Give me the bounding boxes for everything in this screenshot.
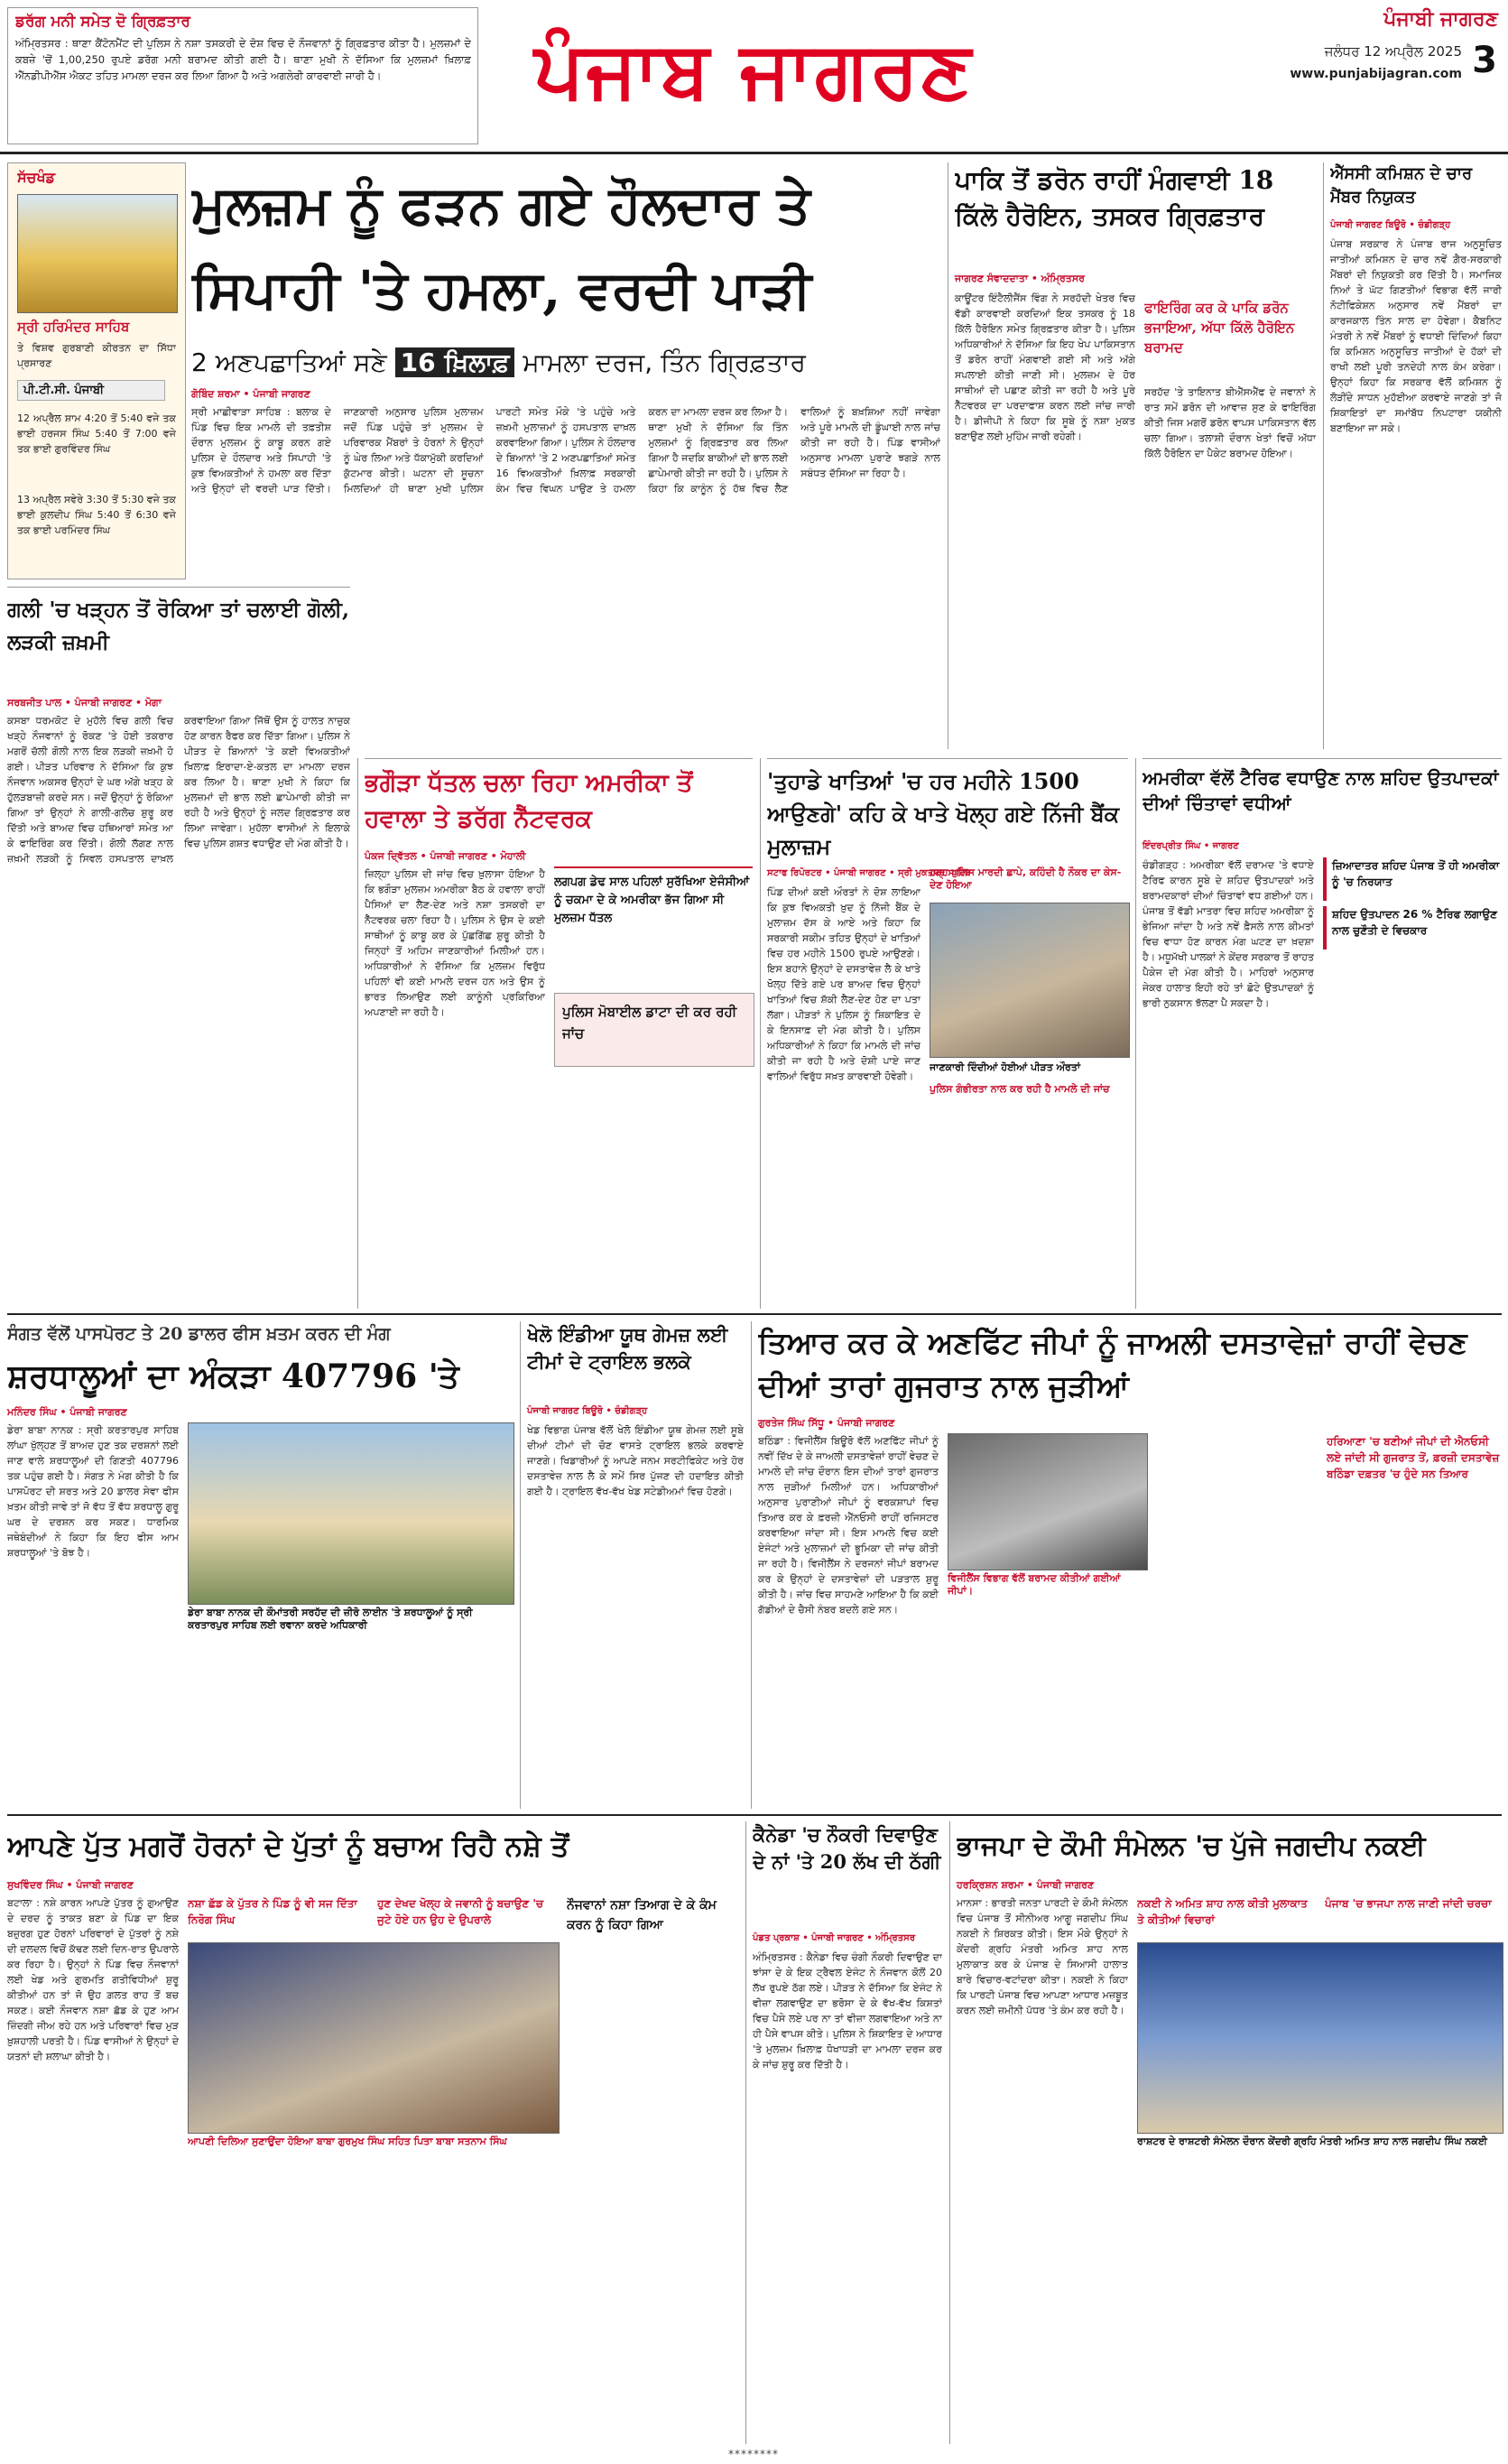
tariff-byline: ਇੰਦਰਪ੍ਰੀਤ ਸਿੰਘ • ਜਾਗਰਣ [1143,841,1239,851]
son-photo-caption: ਆਪਣੀ ਦਿਲਿਆ ਸੁਣਾਉਂਦਾ ਹੋਇਆ ਬਾਬਾ ਗੁਰਮੁਖ ਸਿੰਘ ਸਹਿਤ ਪਿਤਾ ਬਾਬਾ ਸਤਨਾਮ ਸਿੰਘ [188,2135,507,2147]
lead-subhead-post: ਮਾਮਲਾ ਦਰਜ, ਤਿੰਨ ਗ੍ਰਿਫ਼ਤਾਰ [523,347,806,377]
bank-headline[interactable]: 'ਤੁਹਾਡੇ ਖਾਤਿਆਂ 'ਚ ਹਰ ਮਹੀਨੇ 1500 ਆਉਣਗੇ' ਕਹਿ ਕੇ ਖਾਤੇ ਖੋਲ੍ਹ ਗਏ ਨਿੱਜੀ ਬੈਂਕ ਮੁਲਾਜ਼ਮ [767,768,1120,859]
page-number: 3 [1472,40,1497,81]
jeeps-byline: ਗੁਰਤੇਜ ਸਿੰਘ ਸਿੱਧੂ • ਪੰਜਾਬੀ ਜਾਗਰਣ [758,1417,895,1429]
footer-stars: ******** [728,2448,779,2460]
bank-byline: ਸਟਾਫ ਰਿਪੋਰਟਰ • ਪੰਜਾਬੀ ਜਾਗਰਣ • ਸ੍ਰੀ ਮੁਕਤਸਰ ਸਾਹਿਬ [767,868,971,878]
tariff-body: ਚੰਡੀਗੜ੍ਹ : ਅਮਰੀਕਾ ਵੱਲੋਂ ਦਰਾਮਦ 'ਤੇ ਵਧਾਏ ਟੈਰਿਫ ਕਾਰਨ ਸੂਬੇ ਦੇ ਸ਼ਹਿਦ ਉਤਪਾਦਕਾਂ ਅਤੇ ਬਰਾਮਦਕਾਰਾਂ ਦੀਆਂ ਚਿੰਤਾਵਾਂ ਵਧ ਗਈਆਂ ਹਨ। ਪੰਜਾਬ ਤੋਂ ਵੱਡੀ ਮਾਤਰਾ ਵਿਚ ਸ਼ਹਿਦ ਅਮਰੀਕਾ ਨੂੰ ਭੇਜਿਆ ਜਾਂਦਾ ਹੈ ਅਤੇ ਨਵੇਂ ਫ਼ੈਸਲੇ ਨਾਲ ਕੀਮਤਾਂ ਵਿਚ ਵਾਧਾ ਹੋਣ ਕਾਰਨ ਮੰਗ ਘਟਣ ਦਾ ਖ਼ਦਸ਼ਾ ਹੈ। ਮਧੂਮੱਖੀ ਪਾਲਕਾਂ ਨੇ ਕੇਂਦਰ ਸਰਕਾਰ ਤੋਂ ਰਾਹਤ ਪੈਕੇਜ ਦੀ ਮੰਗ ਕੀਤੀ ਹੈ। ਮਾਹਿਰਾਂ ਅਨੁਸਾਰ ਜੇਕਰ ਹਾਲਾਤ ਇਹੀ ਰਹੇ ਤਾਂ ਛੋਟੇ ਉਤਪਾਦਕਾਂ ਨੂੰ ਭਾਰੀ ਨੁਕਸਾਨ ਝੱਲਣਾ ਪੈ ਸਕਦਾ ਹੈ। [1143,859,1314,1009]
lead-body: ਸ੍ਰੀ ਮਾਛੀਵਾੜਾ ਸਾਹਿਬ : ਬਲਾਕ ਦੇ ਪਿੰਡ ਵਿਚ ਇਕ ਮਾਮਲੇ ਦੀ ਤਫ਼ਤੀਸ਼ ਦੌਰਾਨ ਮੁਲਜ਼ਮ ਨੂੰ ਕਾਬੂ ਕਰਨ ਗਏ ਪੁਲਿਸ ਦੇ ਹੌਲਦਾਰ ਅਤੇ ਸਿਪਾਹੀ 'ਤੇ ਕੁਝ ਵਿਅਕਤੀਆਂ ਨੇ ਹਮਲਾ ਕਰ ਦਿੱਤਾ ਅਤੇ ਉਨ੍ਹਾਂ ਦੀ ਵਰਦੀ ਪਾੜ ਦਿੱਤੀ। ਜਾਣਕਾਰੀ ਅਨੁਸਾਰ ਪੁਲਿਸ ਮੁਲਾਜ਼ਮ ਜਦੋਂ ਪਿੰਡ ਪਹੁੰਚੇ ਤਾਂ ਮੁਲਜ਼ਮ ਦੇ ਪਰਿਵਾਰਕ ਮੈਂਬਰਾਂ ਤੇ ਹੋਰਨਾਂ ਨੇ ਉਨ੍ਹਾਂ ਨੂੰ ਘੇਰ ਲਿਆ ਅਤੇ ਧੱਕਾਮੁੱਕੀ ਕਰਦਿਆਂ ਕੁੱਟਮਾਰ ਕੀਤੀ। ਘਟਨਾ ਦੀ ਸੂਚਨਾ ਮਿਲਦਿਆਂ ਹੀ ਥਾਣਾ ਮੁਖੀ ਪੁਲਿਸ ਪਾਰਟੀ ਸਮੇਤ ਮੌਕੇ 'ਤੇ ਪਹੁੰਚੇ ਅਤੇ ਜ਼ਖ਼ਮੀ ਮੁਲਾਜ਼ਮਾਂ ਨੂੰ ਹਸਪਤਾਲ ਦਾਖ਼ਲ ਕਰਵਾਇਆ ਗਿਆ। ਪੁਲਿਸ ਨੇ ਹੌਲਦਾਰ ਦੇ ਬਿਆਨਾਂ 'ਤੇ 2 ਅਣਪਛਾਤਿਆਂ ਸਮੇਤ 16 ਵਿਅਕਤੀਆਂ ਖ਼ਿਲਾਫ਼ ਸਰਕਾਰੀ ਕੰਮ ਵਿਚ ਵਿਘਨ ਪਾਉਣ ਤੇ ਹਮਲਾ ਕਰਨ ਦਾ ਮਾਮਲਾ ਦਰਜ ਕਰ ਲਿਆ ਹੈ। ਥਾਣਾ ਮੁਖੀ ਨੇ ਦੱਸਿਆ ਕਿ ਤਿੰਨ ਮੁਲਜ਼ਮਾਂ ਨੂੰ ਗ੍ਰਿਫ਼ਤਾਰ ਕਰ ਲਿਆ ਗਿਆ ਹੈ ਜਦਕਿ ਬਾਕੀਆਂ ਦੀ ਭਾਲ ਲਈ ਛਾਪੇਮਾਰੀ ਕੀਤੀ ਜਾ ਰਹੀ ਹੈ। ਪੁਲਿਸ ਨੇ ਕਿਹਾ ਕਿ ਕਾਨੂੰਨ ਨੂੰ ਹੱਥ ਵਿਚ ਲੈਣ ਵਾਲਿਆਂ ਨੂੰ ਬਖ਼ਸ਼ਿਆ ਨਹੀਂ ਜਾਵੇਗਾ ਅਤੇ ਪੂਰੇ ਮਾਮਲੇ ਦੀ ਡੂੰਘਾਈ ਨਾਲ ਜਾਂਚ ਕੀਤੀ ਜਾ ਰਹੀ ਹੈ। ਪਿੰਡ ਵਾਸੀਆਂ ਅਨੁਸਾਰ ਮਾਮਲਾ ਪੁਰਾਣੇ ਝਗੜੇ ਨਾਲ ਸਬੰਧਤ ਦੱਸਿਆ ਜਾ ਰਿਹਾ ਹੈ। [191,406,940,495]
bhagaura-headline[interactable]: ਭਗੌੜਾ ਧੱਤਲ ਚਲਾ ਰਿਹਾ ਅਮਰੀਕਾ ਤੋਂ ਹਵਾਲਾ ਤੇ ਡਰੱਗ ਨੈੱਟਵਰਕ [365,769,693,833]
lead-subhead [191,343,940,383]
jeeps-photo-caption: ਵਿਜੀਲੈਂਸ ਵਿਭਾਗ ਵੱਲੋਂ ਬਰਾਮਦ ਕੀਤੀਆਂ ਗਈਆਂ ਜੀਪਾਂ। [948,1572,1121,1597]
sachkhand-caption: ਸ੍ਰੀ ਹਰਿਮੰਦਰ ਸਾਹਿਬ [17,319,130,335]
son-body-col4 [567,1964,738,2437]
bjp-photo [1137,1942,1503,2134]
bjp-kicker-2: ਪੰਜਾਬ 'ਚ ਭਾਜਪਾ ਨਾਲ ਜਾਣੀ ਜਾਂਦੀ ਚਰਚਾ [1325,1897,1492,1910]
col-divider-8 [745,1821,746,2444]
tariff-headline[interactable]: ਅਮਰੀਕਾ ਵੱਲੋਂ ਟੈਰਿਫ ਵਧਾਉਣ ਨਾਲ ਸ਼ਹਿਦ ਉਤਪਾਦਕਾਂ ਦੀਆਂ ਚਿੰਤਾਵਾਂ ਵਧੀਆਂ [1143,767,1499,814]
bjp-kicker-1: ਨਕਈ ਨੇ ਅਮਿਤ ਸ਼ਾਹ ਨਾਲ ਕੀਤੀ ਮੁਲਾਕਾਤ ਤੇ ਕੀਤੀਆਂ ਵਿਚਾਰਾਂ [1137,1897,1308,1926]
website-link[interactable]: www.punjabijagran.com [1290,67,1462,81]
col-divider-5 [1135,758,1136,1309]
sachkhand-subcaption: ਤੇ ਵਿਸ਼ਵ ਗੁਰਬਾਣੀ ਕੀਰਤਨ ਦਾ ਸਿੱਧਾ ਪ੍ਰਸਾਰਣ [17,342,176,369]
lead-subhead-highlight: 16 ਖ਼ਿਲਾਫ਼ [395,347,515,377]
drone-side-body: ਸਰਹੱਦ 'ਤੇ ਤਾਇਨਾਤ ਬੀਐੱਸਐੱਫ ਦੇ ਜਵਾਨਾਂ ਨੇ ਰਾਤ ਸਮੇਂ ਡਰੋਨ ਦੀ ਆਵਾਜ਼ ਸੁਣ ਕੇ ਫਾਇਰਿੰਗ ਕੀਤੀ ਜਿਸ ਮਗਰੋਂ ਡਰੋਨ ਵਾਪਸ ਪਾਕਿਸਤਾਨ ਵੱਲ ਚਲਾ ਗਿਆ। ਤਲਾਸ਼ੀ ਦੌਰਾਨ ਖੇਤਾਂ ਵਿਚੋਂ ਅੱਧਾ ਕਿੱਲੋ ਹੈਰੋਇਨ ਦਾ ਪੈਕੇਟ ਬਰਾਮਦ ਹੋਇਆ। [1144,386,1316,459]
son-body: ਬਟਾਲਾ : ਨਸ਼ੇ ਕਾਰਨ ਆਪਣੇ ਪੁੱਤਰ ਨੂੰ ਗੁਆਉਣ ਦੇ ਦਰਦ ਨੂੰ ਤਾਕਤ ਬਣਾ ਕੇ ਪਿੰਡ ਦਾ ਇਕ ਬਜ਼ੁਰਗ ਹੁਣ ਹੋਰਨਾਂ ਪਰਿਵਾਰਾਂ ਦੇ ਪੁੱਤਰਾਂ ਨੂੰ ਨਸ਼ੇ ਦੀ ਦਲਦਲ ਵਿਚੋਂ ਕੱਢਣ ਲਈ ਦਿਨ-ਰਾਤ ਉਪਰਾਲੇ ਕਰ ਰਿਹਾ ਹੈ। ਉਨ੍ਹਾਂ ਨੇ ਪਿੰਡ ਵਿਚ ਨੌਜਵਾਨਾਂ ਲਈ ਖੇਡ ਅਤੇ ਗੁਰਮਤਿ ਗਤੀਵਿਧੀਆਂ ਸ਼ੁਰੂ ਕੀਤੀਆਂ ਹਨ ਤਾਂ ਜੋ ਉਹ ਗ਼ਲਤ ਰਾਹ ਤੋਂ ਬਚ ਸਕਣ। ਕਈ ਨੌਜਵਾਨ ਨਸ਼ਾ ਛੱਡ ਕੇ ਹੁਣ ਆਮ ਜ਼ਿੰਦਗੀ ਜੀਅ ਰਹੇ ਹਨ ਅਤੇ ਪਰਿਵਾਰਾਂ ਵਿਚ ਮੁੜ ਖ਼ੁਸ਼ਹਾਲੀ ਪਰਤੀ ਹੈ। ਪਿੰਡ ਵਾਸੀਆਂ ਨੇ ਉਨ੍ਹਾਂ ਦੇ ਯਤਨਾਂ ਦੀ ਸ਼ਲਾਘਾ ਕੀਤੀ ਹੈ। [7,1897,179,2062]
golden-temple-photo [17,194,178,313]
jeeps-photo [948,1433,1148,1570]
jeeps-body-col4 [1327,1529,1502,1803]
masthead [0,0,1508,153]
pilgrims-byline: ਮਨਿੰਦਰ ਸਿੰਘ • ਪੰਜਾਬੀ ਜਾਗਰਣ [7,1406,127,1418]
canada-byline: ਪੰਡਤ ਪ੍ਰਕਾਸ਼ • ਪੰਜਾਬੀ ਜਾਗਰਣ • ਅੰਮ੍ਰਿਤਸਰ [753,1933,916,1943]
bhagaura-box-2 [554,993,754,1067]
khelo-headline[interactable]: ਖੇਲੋ ਇੰਡੀਆ ਯੂਥ ਗੇਮਜ਼ ਲਈ ਟੀਮਾਂ ਦੇ ਟ੍ਰਾਇਲ ਭਲਕੇ [527,1323,728,1373]
drone-body: ਕਾਊਂਟਰ ਇੰਟੈਲੀਜੈਂਸ ਵਿੰਗ ਨੇ ਸਰਹੱਦੀ ਖੇਤਰ ਵਿਚ ਵੱਡੀ ਕਾਰਵਾਈ ਕਰਦਿਆਂ ਇਕ ਤਸਕਰ ਨੂੰ 18 ਕਿੱਲੋ ਹੈਰੋਇਨ ਸਮੇਤ ਗ੍ਰਿਫ਼ਤਾਰ ਕੀਤਾ ਹੈ। ਪੁਲਿਸ ਅਧਿਕਾਰੀਆਂ ਨੇ ਦੱਸਿਆ ਕਿ ਇਹ ਖੇਪ ਪਾਕਿਸਤਾਨ ਤੋਂ ਡਰੋਨ ਰਾਹੀਂ ਮੰਗਵਾਈ ਗਈ ਸੀ ਅਤੇ ਅੱਗੇ ਸਪਲਾਈ ਕੀਤੀ ਜਾਣੀ ਸੀ। ਮੁਲਜ਼ਮ ਦੇ ਹੋਰ ਸਾਥੀਆਂ ਦੀ ਪਛਾਣ ਕੀਤੀ ਜਾ ਰਹੀ ਹੈ ਅਤੇ ਪੂਰੇ ਨੈੱਟਵਰਕ ਦਾ ਪਰਦਾਫਾਸ਼ ਕਰਨ ਲਈ ਜਾਂਚ ਜਾਰੀ ਹੈ। ਡੀਜੀਪੀ ਨੇ ਕਿਹਾ ਕਿ ਸੂਬੇ ਨੂੰ ਨਸ਼ਾ ਮੁਕਤ ਬਣਾਉਣ ਲਈ ਮੁਹਿੰਮ ਜਾਰੀ ਰਹੇਗੀ। [955,292,1135,442]
son-kicker-3: ਨੌਜਵਾਨਾਂ ਨਸ਼ਾ ਤਿਆਗ ਦੇ ਕੇ ਕੰਮ ਕਰਨ ਨੂੰ ਕਿਹਾ ਗਿਆ [567,1898,717,1932]
drone-byline: ਜਾਗਰਣ ਸੰਵਾਦਦਾਤਾ • ਅੰਮ੍ਰਿਤਸਰ [955,273,1085,284]
jeeps-body: ਬਠਿੰਡਾ : ਵਿਜੀਲੈਂਸ ਬਿਊਰੋ ਵੱਲੋਂ ਅਣਫਿੱਟ ਜੀਪਾਂ ਨੂੰ ਨਵੀਂ ਦਿੱਖ ਦੇ ਕੇ ਜਾਅਲੀ ਦਸਤਾਵੇਜ਼ਾਂ ਰਾਹੀਂ ਵੇਚਣ ਦੇ ਮਾਮਲੇ ਦੀ ਜਾਂਚ ਦੌਰਾਨ ਇਸ ਦੀਆਂ ਤਾਰਾਂ ਗੁਜਰਾਤ ਨਾਲ ਜੁੜੀਆਂ ਮਿਲੀਆਂ ਹਨ। ਅਧਿਕਾਰੀਆਂ ਅਨੁਸਾਰ ਪੁਰਾਣੀਆਂ ਜੀਪਾਂ ਨੂੰ ਵਰਕਸ਼ਾਪਾਂ ਵਿਚ ਤਿਆਰ ਕਰ ਕੇ ਫ਼ਰਜ਼ੀ ਐੱਨਓਸੀ ਰਾਹੀਂ ਰਜਿਸਟਰ ਕਰਵਾਇਆ ਜਾਂਦਾ ਸੀ। ਇਸ ਮਾਮਲੇ ਵਿਚ ਕਈ ਏਜੰਟਾਂ ਅਤੇ ਮੁਲਾਜ਼ਮਾਂ ਦੀ ਭੂਮਿਕਾ ਦੀ ਜਾਂਚ ਕੀਤੀ ਜਾ ਰਹੀ ਹੈ। ਵਿਜੀਲੈਂਸ ਨੇ ਦਰਜਨਾਂ ਜੀਪਾਂ ਬਰਾਮਦ ਕਰ ਕੇ ਉਨ੍ਹਾਂ ਦੇ ਦਸਤਾਵੇਜ਼ਾਂ ਦੀ ਪੜਤਾਲ ਸ਼ੁਰੂ ਕੀਤੀ ਹੈ। ਜਾਂਚ ਵਿਚ ਸਾਹਮਣੇ ਆਇਆ ਹੈ ਕਿ ਕਈ ਗੱਡੀਆਂ ਦੇ ਚੈਸੀ ਨੰਬਰ ਬਦਲੇ ਗਏ ਸਨ। [758,1435,939,1616]
bhagaura-body-cont [554,1074,753,1300]
col-divider-9 [949,1821,950,2444]
pilgrims-photo [188,1422,514,1605]
logo: ਪੰਜਾਬ ਜਾਗਰਣ [534,24,973,116]
canada-headline[interactable]: ਕੈਨੇਡਾ 'ਚ ਨੌਕਰੀ ਦਿਵਾਉਣ ਦੇ ਨਾਂ 'ਤੇ 20 ਲੱਖ ਦੀ ਠੱਗੀ [753,1823,941,1873]
drone-side-headline[interactable]: ਫਾਇਰਿੰਗ ਕਰ ਕੇ ਪਾਕਿ ਡਰੋਨ ਭਜਾਇਆ, ਅੱਧਾ ਕਿੱਲੋ ਹੈਰੋਇਨ ਬਰਾਮਦ [1144,300,1295,356]
son-kicker-2: ਹੁਣ ਦੇਖਦ ਖੋਲ੍ਹ ਕੇ ਜਵਾਨੀ ਨੂੰ ਬਚਾਉਣ 'ਚ ਜੁਟੇ ਹੋਏ ਹਨ ਉਹ ਦੇ ਉਪਰਾਲੇ [377,1897,544,1926]
street-body: ਕਸਬਾ ਧਰਮਕੋਟ ਦੇ ਮੁਹੱਲੇ ਵਿਚ ਗਲੀ ਵਿਚ ਖੜ੍ਹੇ ਨੌਜਵਾਨਾਂ ਨੂੰ ਰੋਕਣ 'ਤੇ ਹੋਈ ਤਕਰਾਰ ਮਗਰੋਂ ਚੱਲੀ ਗੋਲੀ ਨਾਲ ਇਕ ਲੜਕੀ ਜ਼ਖ਼ਮੀ ਹੋ ਗਈ। ਪੀੜਤ ਪਰਿਵਾਰ ਨੇ ਦੱਸਿਆ ਕਿ ਕੁਝ ਨੌਜਵਾਨ ਅਕਸਰ ਉਨ੍ਹਾਂ ਦੇ ਘਰ ਅੱਗੇ ਖੜ੍ਹ ਕੇ ਹੁੱਲੜਬਾਜ਼ੀ ਕਰਦੇ ਸਨ। ਜਦੋਂ ਉਨ੍ਹਾਂ ਨੂੰ ਰੋਕਿਆ ਗਿਆ ਤਾਂ ਉਨ੍ਹਾਂ ਨੇ ਗਾਲੀ-ਗਲੋਚ ਸ਼ੁਰੂ ਕਰ ਦਿੱਤੀ ਅਤੇ ਬਾਅਦ ਵਿਚ ਹਥਿਆਰਾਂ ਸਮੇਤ ਆ ਕੇ ਫਾਇਰਿੰਗ ਕਰ ਦਿੱਤੀ। ਗੋਲੀ ਲੱਗਣ ਨਾਲ ਜ਼ਖ਼ਮੀ ਲੜਕੀ ਨੂੰ ਸਿਵਲ ਹਸਪਤਾਲ ਦਾਖ਼ਲ ਕਰਵਾਇਆ ਗਿਆ ਜਿੱਥੋਂ ਉਸ ਨੂੰ ਹਾਲਤ ਨਾਜ਼ੁਕ ਹੋਣ ਕਾਰਨ ਰੈਫਰ ਕਰ ਦਿੱਤਾ ਗਿਆ। ਪੁਲਿਸ ਨੇ ਪੀੜਤ ਦੇ ਬਿਆਨਾਂ 'ਤੇ ਕਈ ਵਿਅਕਤੀਆਂ ਖ਼ਿਲਾਫ਼ ਇਰਾਦਾ-ਏ-ਕਤਲ ਦਾ ਮਾਮਲਾ ਦਰਜ ਕਰ ਲਿਆ ਹੈ। ਥਾਣਾ ਮੁਖੀ ਨੇ ਕਿਹਾ ਕਿ ਮੁਲਜ਼ਮਾਂ ਦੀ ਭਾਲ ਲਈ ਛਾਪੇਮਾਰੀ ਕੀਤੀ ਜਾ ਰਹੀ ਹੈ ਅਤੇ ਉਨ੍ਹਾਂ ਨੂੰ ਜਲਦ ਗ੍ਰਿਫ਼ਤਾਰ ਕਰ ਲਿਆ ਜਾਵੇਗਾ। ਮੁਹੱਲਾ ਵਾਸੀਆਂ ਨੇ ਇਲਾਕੇ ਵਿਚ ਪੁਲਿਸ ਗਸ਼ਤ ਵਧਾਉਣ ਦੀ ਮੰਗ ਕੀਤੀ ਹੈ। [7,715,350,865]
pilgrims-headline-small: ਸੰਗਤ ਵੱਲੋਂ ਪਾਸਪੋਰਟ ਤੇ 20 ਡਾਲਰ ਫੀਸ ਖ਼ਤਮ ਕਰਨ ਦੀ ਮੰਗ [7,1324,391,1344]
bank-photo-caption-2: ਪੁਲਿਸ ਗੰਭੀਰਤਾ ਨਾਲ ਕਰ ਰਹੀ ਹੈ ਮਾਮਲੇ ਦੀ ਜਾਂਚ [930,1083,1110,1095]
divider-bottom [7,1814,1502,1816]
divider-tariff [1143,758,1502,759]
divider-bank [767,758,1128,759]
channel-label: ਪੀ.ਟੀ.ਸੀ. ਪੰਜਾਬੀ [17,380,165,401]
sc-byline: ਪੰਜਾਬੀ ਜਾਗਰਣ ਬਿਊਰੋ • ਚੰਡੀਗੜ੍ਹ [1330,220,1451,230]
teaser-title: ਡਰੱਗ ਮਨੀ ਸਮੇਤ ਦੋ ਗ੍ਰਿਫ਼ਤਾਰ [15,13,190,31]
bhagaura-box-1-title: ਲਗਪਗ ਡੇਢ ਸਾਲ ਪਹਿਲਾਂ ਸੁਰੱਖਿਆ ਏਜੰਸੀਆਂ ਨੂੰ ਚਕਮਾ ਦੇ ਕੇ ਅਮਰੀਕਾ ਭੱਜ ਗਿਆ ਸੀ ਮੁਲਜ਼ਮ ਧੱਤਲ [554,875,750,925]
bank-body-cont [930,1119,1128,1300]
pilgrims-photo-caption: ਡੇਰਾ ਬਾਬਾ ਨਾਨਕ ਦੀ ਕੌਮਾਂਤਰੀ ਸਰਹੱਦ ਦੀ ਜ਼ੀਰੋ ਲਾਈਨ 'ਤੇ ਸ਼ਰਧਾਲੂਆਂ ਨੂੰ ਸ੍ਰੀ ਕਰਤਾਰਪੁਰ ਸਾਹਿਬ ਲਈ ਰਵਾਨਾ ਕਰਦੇ ਅਧਿਕਾਰੀ [188,1607,473,1631]
tariff-bullet-1: ਜ਼ਿਆਦਾਤਰ ਸ਼ਹਿਦ ਪੰਜਾਬ ਤੋਂ ਹੀ ਅਮਰੀਕਾ ਨੂੰ 'ਚ ਨਿਰਯਾਤ [1323,857,1502,901]
drone-headline[interactable]: ਪਾਕਿ ਤੋਂ ਡਰੋਨ ਰਾਹੀਂ ਮੰਗਵਾਈ 18 ਕਿੱਲੋ ਹੈਰੋਇਨ, ਤਸਕਰ ਗ੍ਰਿਫ਼ਤਾਰ [955,165,1274,231]
lead-headline[interactable]: ਮੁਲਜ਼ਮ ਨੂੰ ਫੜਨ ਗਏ ਹੌਲਦਾਰ ਤੇ ਸਿਪਾਹੀ 'ਤੇ ਹਮਲਾ, ਵਰਦੀ ਪਾੜੀ [191,174,812,320]
street-headline[interactable]: ਗਲੀ 'ਚ ਖੜ੍ਹਨ ਤੋਂ ਰੋਕਿਆ ਤਾਂ ਚਲਾਈ ਗੋਲੀ, ਲੜਕੀ ਜ਼ਖ਼ਮੀ [7,597,349,654]
schedule-line-2: 13 ਅਪ੍ਰੈਲ ਸਵੇਰੇ 3:30 ਤੋਂ 5:30 ਵਜੇ ਤਕ ਭਾਈ ਕੁਲਦੀਪ ਸਿੰਘ 5:40 ਤੋਂ 6:30 ਵਜੇ ਤਕ ਭਾਈ ਪਰਮਿੰਦਰ ਸਿੰਘ [17,494,176,536]
lead-byline: ਗੋਬਿੰਦ ਸ਼ਰਮਾ • ਪੰਜਾਬੀ ਜਾਗਰਣ [191,388,310,400]
jeeps-headline[interactable]: ਤਿਆਰ ਕਰ ਕੇ ਅਣਫਿੱਟ ਜੀਪਾਂ ਨੂੰ ਜਾਅਲੀ ਦਸਤਾਵੇਜ਼ਾਂ ਰਾਹੀਂ ਵੇਚਣ ਦੀਆਂ ਤਾਰਾਂ ਗੁਜਰਾਤ ਨਾਲ ਜੁੜੀਆਂ [758,1325,1467,1403]
bjp-byline: ਹਰਕ੍ਰਿਸ਼ਨ ਸ਼ਰਮਾ • ਪੰਜਾਬੀ ਜਾਗਰਣ [957,1879,1095,1891]
tariff-body-cont [1323,957,1502,1300]
col-divider-2 [1323,162,1324,749]
bhagaura-body: ਜ਼ਿਲ੍ਹਾ ਪੁਲਿਸ ਦੀ ਜਾਂਚ ਵਿਚ ਖ਼ੁਲਾਸਾ ਹੋਇਆ ਹੈ ਕਿ ਭਗੌੜਾ ਮੁਲਜ਼ਮ ਅਮਰੀਕਾ ਬੈਠ ਕੇ ਹਵਾਲਾ ਰਾਹੀਂ ਪੈਸਿਆਂ ਦਾ ਲੈਣ-ਦੇਣ ਅਤੇ ਨਸ਼ਾ ਤਸਕਰੀ ਦਾ ਨੈੱਟਵਰਕ ਚਲਾ ਰਿਹਾ ਹੈ। ਪੁਲਿਸ ਨੇ ਉਸ ਦੇ ਕਈ ਸਾਥੀਆਂ ਨੂੰ ਕਾਬੂ ਕਰ ਕੇ ਪੁੱਛਗਿੱਛ ਸ਼ੁਰੂ ਕੀਤੀ ਹੈ ਜਿਨ੍ਹਾਂ ਤੋਂ ਅਹਿਮ ਜਾਣਕਾਰੀਆਂ ਮਿਲੀਆਂ ਹਨ। ਅਧਿਕਾਰੀਆਂ ਨੇ ਦੱਸਿਆ ਕਿ ਮੁਲਜ਼ਮ ਵਿਰੁੱਧ ਪਹਿਲਾਂ ਵੀ ਕਈ ਮਾਮਲੇ ਦਰਜ ਹਨ ਅਤੇ ਉਸ ਨੂੰ ਭਾਰਤ ਲਿਆਉਣ ਲਈ ਕਾਨੂੰਨੀ ਪ੍ਰਕਿਰਿਆ ਅਪਣਾਈ ਜਾ ਰਹੀ ਹੈ। [365,868,545,1018]
lead-subhead-pre: 2 ਅਣਪਛਾਤਿਆਂ ਸਣੇ [191,347,387,377]
sc-body: ਪੰਜਾਬ ਸਰਕਾਰ ਨੇ ਪੰਜਾਬ ਰਾਜ ਅਨੁਸੂਚਿਤ ਜਾਤੀਆਂ ਕਮਿਸ਼ਨ ਦੇ ਚਾਰ ਨਵੇਂ ਗ਼ੈਰ-ਸਰਕਾਰੀ ਮੈਂਬਰਾਂ ਦੀ ਨਿਯੁਕਤੀ ਕਰ ਦਿੱਤੀ ਹੈ। ਸਮਾਜਿਕ ਨਿਆਂ ਤੇ ਘੱਟ ਗਿਣਤੀਆਂ ਵਿਭਾਗ ਵੱਲੋਂ ਜਾਰੀ ਨੋਟੀਫਿਕੇਸ਼ਨ ਅਨੁਸਾਰ ਨਵੇਂ ਮੈਂਬਰਾਂ ਦਾ ਕਾਰਜਕਾਲ ਤਿੰਨ ਸਾਲ ਦਾ ਹੋਵੇਗਾ। ਕੈਬਨਿਟ ਮੰਤਰੀ ਨੇ ਨਵੇਂ ਮੈਂਬਰਾਂ ਨੂੰ ਵਧਾਈ ਦਿੰਦਿਆਂ ਕਿਹਾ ਕਿ ਕਮਿਸ਼ਨ ਅਨੁਸੂਚਿਤ ਜਾਤੀਆਂ ਦੇ ਹੱਕਾਂ ਦੀ ਰਾਖੀ ਲਈ ਪੂਰੀ ਤਨਦੇਹੀ ਨਾਲ ਕੰਮ ਕਰੇਗਾ। ਉਨ੍ਹਾਂ ਕਿਹਾ ਕਿ ਸਰਕਾਰ ਵੱਲੋਂ ਕਮਿਸ਼ਨ ਨੂੰ ਲੋੜੀਂਦੇ ਸਾਧਨ ਮੁਹੱਈਆ ਕਰਵਾਏ ਜਾਣਗੇ ਤਾਂ ਜੋ ਸ਼ਿਕਾਇਤਾਂ ਦਾ ਸਮਾਂਬੱਧ ਨਿਪਟਾਰਾ ਯਕੀਨੀ ਬਣਾਇਆ ਜਾ ਸਕੇ। [1330,238,1502,434]
bhagaura-byline: ਪੰਕਜ ਦ੍ਵਿੱਤਲ • ਪੰਜਾਬੀ ਜਾਗਰਣ • ਮੋਹਾਲੀ [365,850,526,862]
schedule-line-1: 12 ਅਪ੍ਰੈਲ ਸ਼ਾਮ 4:20 ਤੋਂ 5:40 ਵਜੇ ਤਕ ਭਾਈ ਹਰਜਸ ਸਿੰਘ 5:40 ਤੋਂ 7:00 ਵਜੇ ਤਕ ਭਾਈ ਗੁਰਵਿੰਦਰ ਸਿੰਘ [17,412,176,455]
son-photo [188,1942,560,2134]
bjp-headline[interactable]: ਭਾਜਪਾ ਦੇ ਕੌਮੀ ਸੰਮੇਲਨ 'ਚ ਪੁੱਜੇ ਜਗਦੀਪ ਨਕਈ [957,1830,1426,1862]
son-body-cont [188,2170,558,2437]
bank-body: ਪਿੰਡ ਦੀਆਂ ਕਈ ਔਰਤਾਂ ਨੇ ਦੋਸ਼ ਲਾਇਆ ਕਿ ਕੁਝ ਵਿਅਕਤੀ ਖ਼ੁਦ ਨੂੰ ਨਿੱਜੀ ਬੈਂਕ ਦੇ ਮੁਲਾਜ਼ਮ ਦੱਸ ਕੇ ਆਏ ਅਤੇ ਕਿਹਾ ਕਿ ਸਰਕਾਰੀ ਸਕੀਮ ਤਹਿਤ ਉਨ੍ਹਾਂ ਦੇ ਖਾਤਿਆਂ ਵਿਚ ਹਰ ਮਹੀਨੇ 1500 ਰੁਪਏ ਆਉਣਗੇ। ਇਸ ਬਹਾਨੇ ਉਨ੍ਹਾਂ ਦੇ ਦਸਤਾਵੇਜ਼ ਲੈ ਕੇ ਖਾਤੇ ਖੋਲ੍ਹ ਦਿੱਤੇ ਗਏ ਪਰ ਬਾਅਦ ਵਿਚ ਉਨ੍ਹਾਂ ਖਾਤਿਆਂ ਵਿਚ ਸ਼ੱਕੀ ਲੈਣ-ਦੇਣ ਹੋਣ ਦਾ ਪਤਾ ਲੱਗਾ। ਪੀੜਤਾਂ ਨੇ ਪੁਲਿਸ ਨੂੰ ਸ਼ਿਕਾਇਤ ਦੇ ਕੇ ਇਨਸਾਫ਼ ਦੀ ਮੰਗ ਕੀਤੀ ਹੈ। ਪੁਲਿਸ ਅਧਿਕਾਰੀਆਂ ਨੇ ਕਿਹਾ ਕਿ ਮਾਮਲੇ ਦੀ ਜਾਂਚ ਕੀਤੀ ਜਾ ਰਹੀ ਹੈ ਅਤੇ ਦੋਸ਼ੀ ਪਾਏ ਜਾਣ ਵਾਲਿਆਂ ਵਿਰੁੱਧ ਸਖ਼ਤ ਕਾਰਵਾਈ ਹੋਵੇਗੀ। [767,886,921,1082]
canada-body: ਅੰਮ੍ਰਿਤਸਰ : ਕੈਨੇਡਾ ਵਿਚ ਚੰਗੀ ਨੌਕਰੀ ਦਿਵਾਉਣ ਦਾ ਝਾਂਸਾ ਦੇ ਕੇ ਇਕ ਟ੍ਰੈਵਲ ਏਜੰਟ ਨੇ ਨੌਜਵਾਨ ਕੋਲੋਂ 20 ਲੱਖ ਰੁਪਏ ਠੱਗ ਲਏ। ਪੀੜਤ ਨੇ ਦੱਸਿਆ ਕਿ ਏਜੰਟ ਨੇ ਵੀਜ਼ਾ ਲਗਵਾਉਣ ਦਾ ਭਰੋਸਾ ਦੇ ਕੇ ਵੱਖ-ਵੱਖ ਕਿਸ਼ਤਾਂ ਵਿਚ ਪੈਸੇ ਲਏ ਪਰ ਨਾ ਤਾਂ ਵੀਜ਼ਾ ਲਗਵਾਇਆ ਅਤੇ ਨਾ ਹੀ ਪੈਸੇ ਵਾਪਸ ਕੀਤੇ। ਪੁਲਿਸ ਨੇ ਸ਼ਿਕਾਇਤ ਦੇ ਆਧਾਰ 'ਤੇ ਮੁਲਜ਼ਮ ਖ਼ਿਲਾਫ਼ ਧੋਖਾਧੜੀ ਦਾ ਮਾਮਲਾ ਦਰਜ ਕਰ ਕੇ ਜਾਂਚ ਸ਼ੁਰੂ ਕਰ ਦਿੱਤੀ ਹੈ। [753,1951,942,2070]
tariff-bullet-2: ਸ਼ਹਿਦ ਉਤਪਾਦਨ 26 % ਟੈਰਿਫ ਲਗਾਉਣ ਨਾਲ ਚੁਣੌਤੀ ਦੇ ਵਿਚਕਾਰ [1323,906,1502,949]
bjp-body-cont [1137,2170,1502,2437]
corner-brand: ਪੰਜਾਬੀ ਜਾਗਰਣ [1383,7,1498,31]
sc-headline[interactable]: ਐੱਸਸੀ ਕਮਿਸ਼ਨ ਦੇ ਚਾਰ ਮੈਂਬਰ ਨਿਯੁਕਤ [1330,164,1473,207]
son-byline: ਸੁਖਵਿੰਦਰ ਸਿੰਘ • ਪੰਜਾਬੀ ਜਾਗਰਣ [7,1879,134,1891]
teaser-body: ਅੰਮ੍ਰਿਤਸਰ : ਥਾਣਾ ਕੈਂਟੋਨਮੈਂਟ ਦੀ ਪੁਲਿਸ ਨੇ ਨਸ਼ਾ ਤਸਕਰੀ ਦੇ ਦੋਸ਼ ਵਿਚ ਦੋ ਨੌਜਵਾਨਾਂ ਨੂੰ ਗ੍ਰਿਫ਼ਤਾਰ ਕੀਤਾ ਹੈ। ਮੁਲਜ਼ਮਾਂ ਦੇ ਕਬਜ਼ੇ 'ਚੋਂ 1,00,250 ਰੁਪਏ ਡਰੱਗ ਮਨੀ ਬਰਾਮਦ ਕੀਤੀ ਗਈ ਹੈ। ਥਾਣਾ ਮੁਖੀ ਨੇ ਦੱਸਿਆ ਕਿ ਮੁਲਜ਼ਮਾਂ ਖ਼ਿਲਾਫ਼ ਐੱਨਡੀਪੀਐੱਸ ਐਕਟ ਤਹਿਤ ਮਾਮਲਾ ਦਰਜ ਕਰ ਲਿਆ ਗਿਆ ਹੈ ਅਤੇ ਅਗਲੇਰੀ ਕਾਰਵਾਈ ਜਾਰੀ ਹੈ। [15,37,471,82]
jeeps-side-note: ਹਰਿਆਣਾ 'ਚ ਬਣੀਆਂ ਜੀਪਾਂ ਦੀ ਐਨਓਸੀ ਲਏ ਜਾਂਦੀ ਸੀ ਗੁਜਰਾਤ ਤੋਂ, ਫ਼ਰਜ਼ੀ ਦਸਤਾਵੇਜ਼ ਬਠਿੰਡਾ ਦਫ਼ਤਰ 'ਚ ਹੁੰਦੇ ਸਨ ਤਿਆਰ [1327,1435,1500,1480]
son-headline[interactable]: ਆਪਣੇ ਪੁੱਤ ਮਗਰੋਂ ਹੋਰਨਾਂ ਦੇ ਪੁੱਤਾਂ ਨੂੰ ਬਚਾਅ ਰਿਹੈ ਨਸ਼ੇ ਤੋਂ [7,1830,569,1863]
teaser-box [7,7,478,144]
sachkhand-box [7,162,186,579]
jeeps-body-col3 [1155,1433,1318,1803]
street-byline: ਸਰਬਜੀਤ ਪਾਲ • ਪੰਜਾਬੀ ਜਾਗਰਣ • ਮੋਗਾ [7,697,162,709]
divider-street [7,587,350,588]
bank-photo-caption-1: ਹੜ੍ਹ ਪੁਲਿਸ ਮਾਰਦੀ ਛਾਪੇ, ਕਹਿੰਦੀ ਹੈ ਨੌਕਰ ਦਾ ਕੇਸ-ਦੇਣ ਹੋਇਆ [930,866,1122,891]
col-divider-4 [760,758,761,1309]
bank-photo-sub: ਜਾਣਕਾਰੀ ਦਿੰਦੀਆਂ ਹੋਈਆਂ ਪੀੜਤ ਔਰਤਾਂ [930,1061,1081,1073]
bhagaura-box-2-title: ਪੁਲਿਸ ਮੋਬਾਈਲ ਡਾਟਾ ਦੀ ਕਰ ਰਹੀ ਜਾਂਚ [562,1004,737,1042]
pilgrims-headline[interactable]: ਸ਼ਰਧਾਲੂਆਂ ਦਾ ਅੰਕੜਾ 407796 'ਤੇ [7,1357,459,1395]
col-divider-7 [751,1321,752,1809]
col-divider-6 [520,1321,521,1809]
khelo-byline: ਪੰਜਾਬੀ ਜਾਗਰਣ ਬਿਊਰੋ • ਚੰਡੀਗੜ੍ਹ [527,1406,648,1416]
sachkhand-tag: ਸੱਚਖੰਡ [17,169,55,186]
divider-mid [7,1313,1502,1315]
khelo-body: ਖੇਡ ਵਿਭਾਗ ਪੰਜਾਬ ਵੱਲੋਂ ਖੇਲੋ ਇੰਡੀਆ ਯੂਥ ਗੇਮਜ਼ ਲਈ ਸੂਬੇ ਦੀਆਂ ਟੀਮਾਂ ਦੀ ਚੋਣ ਵਾਸਤੇ ਟ੍ਰਾਇਲ ਭਲਕੇ ਕਰਵਾਏ ਜਾਣਗੇ। ਖਿਡਾਰੀਆਂ ਨੂੰ ਆਪਣੇ ਜਨਮ ਸਰਟੀਫਿਕੇਟ ਅਤੇ ਹੋਰ ਦਸਤਾਵੇਜ਼ ਨਾਲ ਲੈ ਕੇ ਸਮੇਂ ਸਿਰ ਪੁੱਜਣ ਦੀ ਹਦਾਇਤ ਕੀਤੀ ਗਈ ਹੈ। ਟ੍ਰਾਇਲ ਵੱਖ-ਵੱਖ ਖੇਡ ਸਟੇਡੀਅਮਾਂ ਵਿਚ ਹੋਣਗੇ। [527,1424,744,1497]
pilgrims-body-cont [188,1644,513,1803]
bjp-body: ਮਾਨਸਾ : ਭਾਰਤੀ ਜਨਤਾ ਪਾਰਟੀ ਦੇ ਕੌਮੀ ਸੰਮੇਲਨ ਵਿਚ ਪੰਜਾਬ ਤੋਂ ਸੀਨੀਅਰ ਆਗੂ ਜਗਦੀਪ ਸਿੰਘ ਨਕਈ ਨੇ ਸ਼ਿਰਕਤ ਕੀਤੀ। ਇਸ ਮੌਕੇ ਉਨ੍ਹਾਂ ਨੇ ਕੇਂਦਰੀ ਗ੍ਰਹਿ ਮੰਤਰੀ ਅਮਿਤ ਸ਼ਾਹ ਨਾਲ ਮੁਲਾਕਾਤ ਕਰ ਕੇ ਪੰਜਾਬ ਦੇ ਸਿਆਸੀ ਹਾਲਾਤ ਬਾਰੇ ਵਿਚਾਰ-ਵਟਾਂਦਰਾ ਕੀਤਾ। ਨਕਈ ਨੇ ਕਿਹਾ ਕਿ ਪਾਰਟੀ ਪੰਜਾਬ ਵਿਚ ਆਪਣਾ ਆਧਾਰ ਮਜ਼ਬੂਤ ਕਰਨ ਲਈ ਜ਼ਮੀਨੀ ਪੱਧਰ 'ਤੇ ਕੰਮ ਕਰ ਰਹੀ ਹੈ। [957,1897,1128,2016]
bank-photo [930,903,1130,1058]
divider-bhagaura [365,758,753,759]
son-kicker-1: ਨਸ਼ਾ ਛੱਡ ਕੇ ਪੁੱਤਰ ਨੇ ਪਿੰਡ ਨੂੰ ਵੀ ਸਜ ਦਿੱਤਾ ਨਿਰੋਗ ਸਿੰਘ [188,1897,357,1926]
col-divider-3 [357,758,358,1309]
jeeps-body-cont [948,1610,1146,1803]
masthead-rule [0,152,1508,154]
bjp-photo-caption: ਰਾਸ਼ਟਰ ਦੇ ਰਾਸ਼ਟਰੀ ਸੰਮੇਲਨ ਦੌਰਾਨ ਕੇਂਦਰੀ ਗ੍ਰਹਿ ਮੰਤਰੀ ਅਮਿਤ ਸ਼ਾਹ ਨਾਲ ਜਗਦੀਪ ਸਿੰਘ ਨਕਈ [1137,2135,1487,2147]
bhagaura-box-1 [554,866,753,986]
dateline: ਜਲੰਧਰ 12 ਅਪ੍ਰੈਲ 2025 [1324,43,1462,60]
pilgrims-body: ਡੇਰਾ ਬਾਬਾ ਨਾਨਕ : ਸ੍ਰੀ ਕਰਤਾਰਪੁਰ ਸਾਹਿਬ ਲਾਂਘਾ ਖੁੱਲ੍ਹਣ ਤੋਂ ਬਾਅਦ ਹੁਣ ਤਕ ਦਰਸ਼ਨਾਂ ਲਈ ਜਾਣ ਵਾਲੇ ਸ਼ਰਧਾਲੂਆਂ ਦੀ ਗਿਣਤੀ 407796 ਤਕ ਪਹੁੰਚ ਗਈ ਹੈ। ਸੰਗਤ ਨੇ ਮੰਗ ਕੀਤੀ ਹੈ ਕਿ ਪਾਸਪੋਰਟ ਦੀ ਸ਼ਰਤ ਅਤੇ 20 ਡਾਲਰ ਸੇਵਾ ਫੀਸ ਖ਼ਤਮ ਕੀਤੀ ਜਾਵੇ ਤਾਂ ਜੋ ਵੱਧ ਤੋਂ ਵੱਧ ਸ਼ਰਧਾਲੂ ਗੁਰੂ ਘਰ ਦੇ ਦਰਸ਼ਨ ਕਰ ਸਕਣ। ਧਾਰਮਿਕ ਜਥੇਬੰਦੀਆਂ ਨੇ ਕਿਹਾ ਕਿ ਇਹ ਫੀਸ ਆਮ ਸ਼ਰਧਾਲੂਆਂ 'ਤੇ ਬੋਝ ਹੈ। [7,1424,179,1559]
